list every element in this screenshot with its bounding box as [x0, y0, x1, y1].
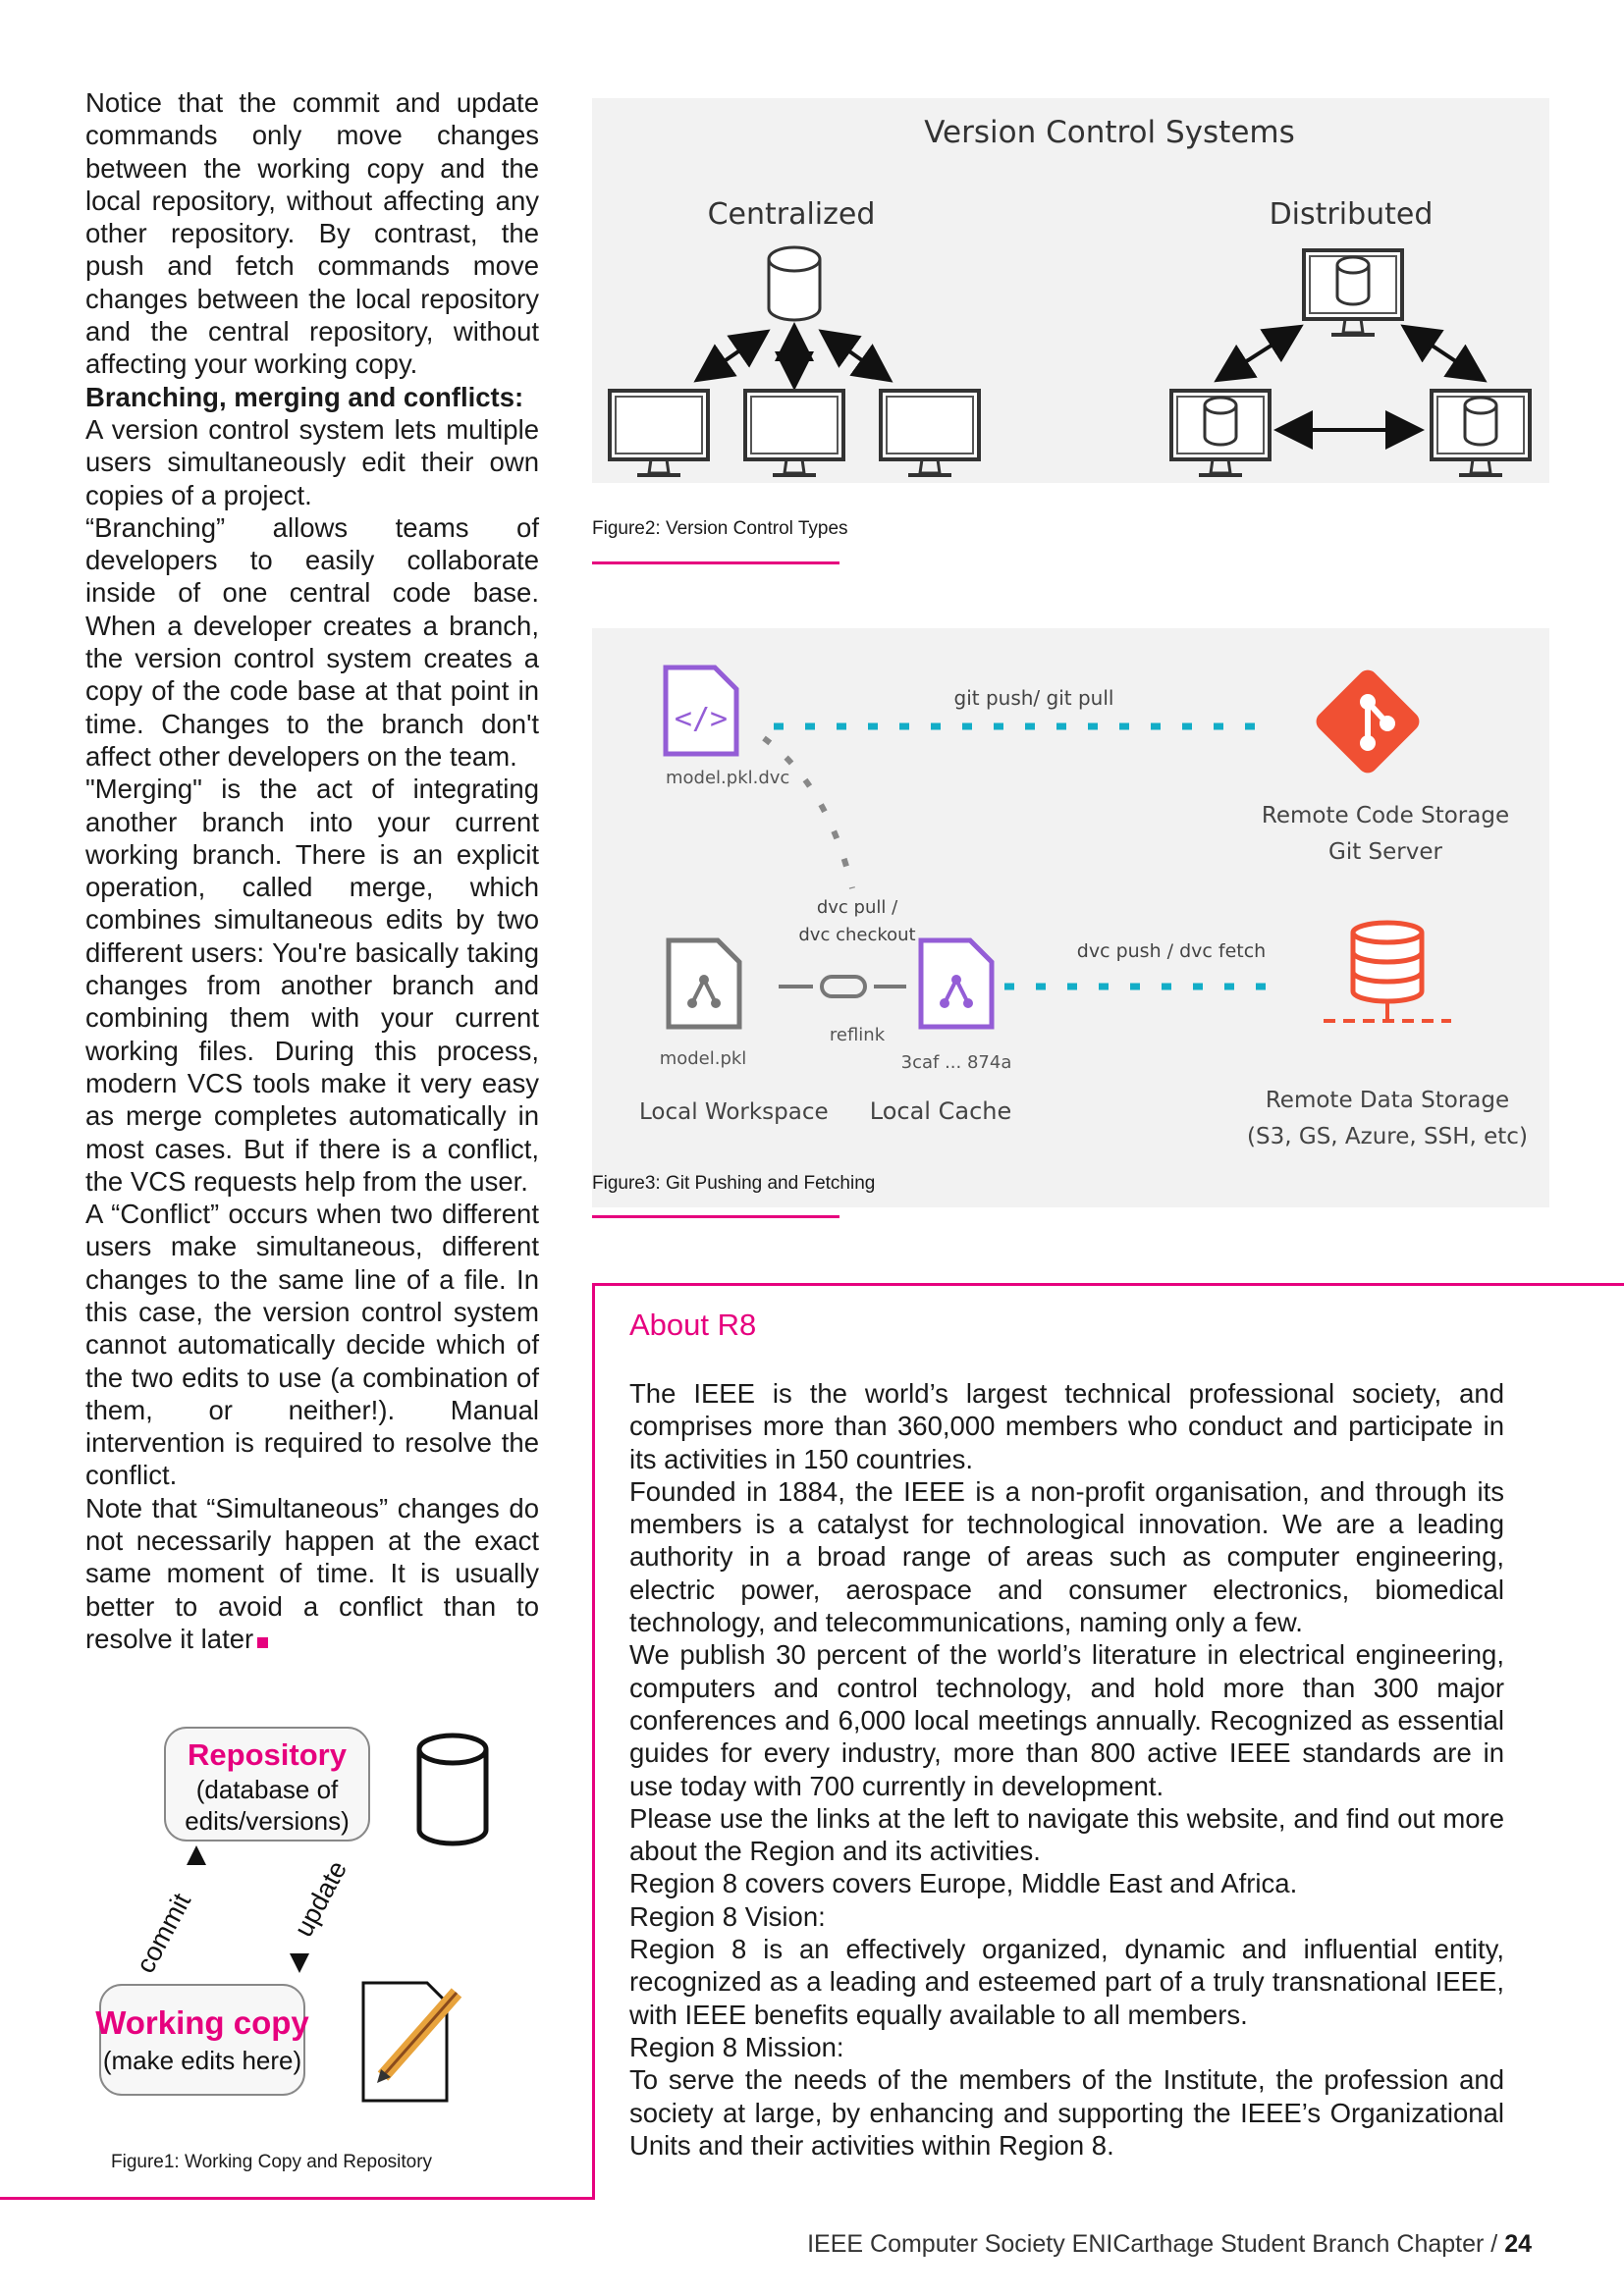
- paragraph: “Branching” allows teams of developers to easily collaborate inside of one central code base. When a developer creates a branch, the version control system creates a copy of the code base at that point in time. Changes to the branch don't affect other developers on the team.: [85, 511, 539, 772]
- git-label: git push/ git pull: [953, 686, 1114, 710]
- remote-code-label: Remote Code Storage: [1261, 803, 1510, 828]
- monitor-icon: [745, 391, 843, 475]
- arrow-central-left: [700, 334, 764, 378]
- reflink-label: reflink: [829, 1025, 886, 1045]
- figure-working-copy-repository: [88, 1718, 511, 2130]
- about-paragraph: Region 8 Mission:: [629, 2031, 844, 2062]
- about-paragraph: We publish 30 percent of the world’s literature in electrical engineering, computers and control technology, and hold more than 300 major conferences and 6,000 local meetings annually. Recognized as essential guides for every industry, more than 800 active IEEE standards are in use today with 700 currently in development.: [629, 1639, 1504, 1801]
- arrow-dist-left: [1220, 329, 1297, 378]
- page-footer: [807, 2230, 1532, 2259]
- database-icon: [1465, 398, 1496, 445]
- commit-label: commit: [130, 1888, 197, 1978]
- data-storage-icon: [1324, 923, 1451, 1021]
- figure-version-control-systems: [592, 98, 1549, 483]
- vcs-diagram: [592, 98, 1549, 483]
- working-copy-title: Working copy: [95, 2004, 309, 2041]
- figure2-caption: Figure2: Version Control Types: [592, 518, 848, 539]
- caption-rule: [592, 561, 839, 564]
- paragraph-text: Note that “Simultaneous” changes do not necessarily happen at the exact same moment of time. It is usually better to avoid a conflict than to resolve it later: [85, 1492, 539, 1654]
- dvc-push-label: dvc push / dvc fetch: [1076, 940, 1267, 962]
- model-file-icon: [669, 940, 739, 1027]
- caption-rule: [592, 1215, 839, 1218]
- paragraph: Notice that the commit and update commands only move changes between the working copy and the local repository, without affecting any other repository. By contrast, the push and fetch commands move changes between the local repository and the central repository, without affecting your working copy.: [85, 87, 539, 380]
- working-copy-sub: (make edits here): [102, 2046, 302, 2075]
- paragraph-last: [85, 1492, 539, 1655]
- update-arrow-head: [290, 1953, 309, 1973]
- local-workspace-label: Local Workspace: [639, 1099, 829, 1125]
- arrow-dist-right: [1407, 329, 1481, 378]
- database-icon: [1337, 257, 1369, 304]
- repository-sub2: edits/versions): [185, 1806, 350, 1836]
- dvc-checkout-label: dvc checkout: [798, 925, 916, 945]
- about-paragraph: To serve the needs of the members of the Institute, the profession and society at large, by enhancing and supporting the IEEE’s Organizational Units and their activities within Region 8.: [629, 2064, 1504, 2161]
- database-icon: [1205, 398, 1236, 445]
- monitor-icon: [610, 391, 708, 475]
- paragraph: A “Conflict” occurs when two different users make simultaneous, different changes to the same line of a file. In this case, the version control system cannot automatically decide which of the two edits to use (a combination of them, or neither!). Manual intervention is required to resolve the conflict.: [85, 1199, 539, 1491]
- git-logo-icon: [1312, 666, 1423, 776]
- remote-data-label: Remote Data Storage: [1265, 1088, 1510, 1113]
- dvc-file-icon: [666, 667, 736, 754]
- remote-data-types: (S3, GS, Azure, SSH, etc): [1247, 1124, 1528, 1149]
- repository-sub1: (database of: [195, 1775, 339, 1804]
- repository-title: Repository: [188, 1737, 347, 1772]
- commit-arrow-head: [187, 1845, 206, 1865]
- about-paragraph: Please use the links at the left to navigate this website, and find out more about the Region and its activities.: [629, 1802, 1504, 1867]
- about-frame-top: [592, 1283, 1624, 1286]
- fig2-title: Version Control Systems: [924, 115, 1295, 150]
- monitor-icon: [881, 391, 979, 475]
- paragraph: A version control system lets multiple users simultaneously edit their own copies of a project.: [85, 413, 539, 510]
- svg-text:</>: </>: [674, 702, 729, 736]
- dvc-file-label: model.pkl.dvc: [666, 768, 790, 788]
- about-frame-left: [592, 1283, 595, 2200]
- cache-hash-label: 3caf ... 874a: [900, 1052, 1012, 1073]
- about-paragraph: Region 8 Vision:: [629, 1900, 826, 1932]
- cache-file-icon: [921, 940, 992, 1027]
- figure1-caption: Figure1: Working Copy and Repository: [111, 2152, 433, 2172]
- about-paragraph: Region 8 covers covers Europe, Middle East and Africa.: [629, 1868, 1298, 1899]
- about-paragraph: The IEEE is the world’s largest technical professional society, and comprises more than 360,000 members who conduct and participate in its activities in 150 countries.: [629, 1378, 1504, 1474]
- update-label: update: [288, 1855, 353, 1942]
- local-cache-label: Local Cache: [869, 1097, 1012, 1125]
- about-title: About R8: [629, 1308, 757, 1342]
- about-paragraph: Region 8 is an effectively organized, dynamic and influential entity, recognized as a leading and esteemed part of a truly transnational IEEE, with IEEE benefits equally available to all members.: [629, 1934, 1504, 2030]
- link-icon: [822, 977, 865, 996]
- label-centralized: Centralized: [707, 197, 876, 232]
- article-column: [85, 86, 539, 1655]
- footer-text: IEEE Computer Society ENICarthage Student Branch Chapter /: [807, 2230, 1498, 2258]
- paragraph: "Merging" is the act of integrating another branch into your current working branch. There is an explicit operation, called merge, which combines simultaneous edits by two different users: You're basically taking changes from another branch and combining them with your current working files. During this process, modern VCS tools make it very easy as merge completes automatically in most cases. But if there is a conflict, the VCS requests help from the user.: [85, 774, 539, 1197]
- dvc-diagram: [592, 628, 1549, 1207]
- figure-git-push-fetch: [592, 628, 1549, 1207]
- about-frame-bottom: [0, 2197, 595, 2200]
- figure3-caption: Figure3: Git Pushing and Fetching: [592, 1173, 876, 1194]
- label-distributed: Distributed: [1269, 197, 1434, 232]
- dvc-pull-label: dvc pull /: [816, 897, 898, 918]
- model-file-label: model.pkl: [659, 1048, 747, 1069]
- about-body: [629, 1377, 1504, 2162]
- paper-pencil-icon: [363, 1983, 457, 2101]
- page-number: 24: [1504, 2230, 1532, 2258]
- repo-diagram: [88, 1718, 511, 2130]
- repository-cylinder-icon: [419, 1735, 486, 1843]
- section-heading: Branching, merging and conflicts:: [85, 381, 524, 412]
- checkout-dashed-path: [764, 738, 852, 888]
- end-mark: [257, 1637, 268, 1648]
- about-paragraph: Founded in 1884, the IEEE is a non-profit organisation, and through its members is a catalyst for technological innovation. We are a leading authority in a broad range of areas such as computer engineering, electric power, aerospace and consumer electronics, biomedical technology, and telecommunications, naming only a few.: [629, 1475, 1504, 1638]
- central-server-icon: [769, 247, 820, 320]
- arrow-central-right: [825, 334, 887, 378]
- git-server-label: Git Server: [1328, 839, 1442, 865]
